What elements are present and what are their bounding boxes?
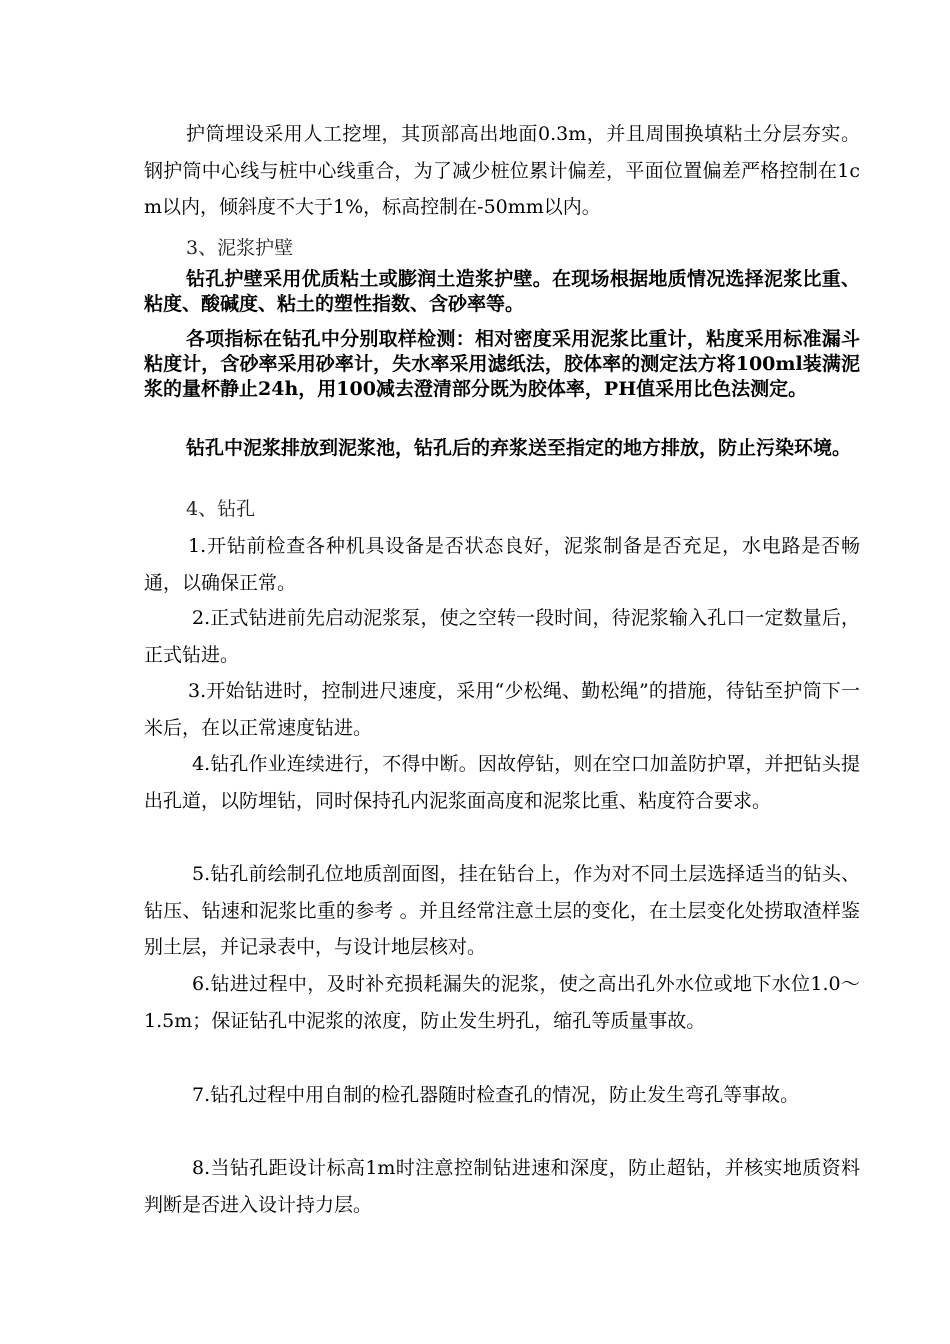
drilling-step-7: 7.钻孔过程中用自制的检孔器随时检查孔的情况，防止发生弯孔等事故。 [192, 1084, 800, 1106]
paragraph-casing-burial: 护筒埋设采用人工挖埋，其顶部高出地面0.3m，并且周围换填粘土分层夯实。钢护筒中心线与桩中心线重合，为了减少桩位累计偏差，平面位置偏差严格控制在1cm以内，倾斜度不大于1%，标高控制在-50mm以内。 [144, 123, 860, 218]
drilling-step-6: 6.钻进过程中，及时补充损耗漏失的泥浆，使之高出孔外水位或地下水位1.0～1.5m；保证钻孔中泥浆的浓度，防止发生坍孔，缩孔等质量事故。 [144, 973, 860, 1032]
drilling-step-2: 2.正式钻进前先启动泥浆泵，使之空转一段时间，待泥浆输入孔口一定数量后，正式钻进。 [144, 607, 860, 666]
drilling-step-4: 4.钻孔作业连续进行，不得中断。因故停钻，则在空口加盖防护罩，并把钻头提出孔道，以防埋钻，同时保持孔内泥浆面高度和泥浆比重、粘度符合要求。 [144, 753, 860, 812]
paragraph-mud-wall-material: 钻孔护壁采用优质粘土或膨润土造浆护壁。在现场根据地质情况选择泥浆比重、粘度、酸碱度、粘土的塑性指数、含砂率等。 [144, 268, 860, 315]
drilling-step-1: 1.开钻前检查各种机具设备是否状态良好，泥浆制备是否充足，水电路是否畅通，以确保正常。 [144, 535, 860, 594]
drilling-step-3: 3.开始钻进时，控制进尺速度，采用“少松绳、勤松绳”的措施，待钻至护筒下一米后，在以正常速度钻进。 [144, 680, 860, 739]
drilling-step-8: 8.当钻孔距设计标高1m时注意控制钻进速和深度，防止超钻，并核实地质资料判断是否进入设计持力层。 [144, 1157, 860, 1216]
paragraph-mud-discharge: 钻孔中泥浆排放到泥浆池，钻孔后的弃浆送至指定的地方排放，防止污染环境。 [186, 437, 852, 459]
drilling-step-5: 5.钻孔前绘制孔位地质剖面图，挂在钻台上，作为对不同土层选择适当的钻头、钻压、钻速和泥浆比重的参考 。并且经常注意土层的变化，在土层变化处捞取渣样鉴别土层，并记录表中，与设计地层核对。 [144, 863, 860, 958]
paragraph-mud-testing: 各项指标在钻孔中分别取样检测：相对密度采用泥浆比重计，粘度采用标准漏斗粘度计，含砂率采用砂率计，失水率采用滤纸法，胶体率的测定法方将100ml装满泥浆的量杯静止24h，用100减去澄清部分既为胶体率，PH值采用比色法测定。 [144, 328, 860, 400]
section-heading-mud-wall: 3、泥浆护壁 [186, 237, 294, 259]
section-heading-drilling: 4、钻孔 [186, 498, 256, 520]
